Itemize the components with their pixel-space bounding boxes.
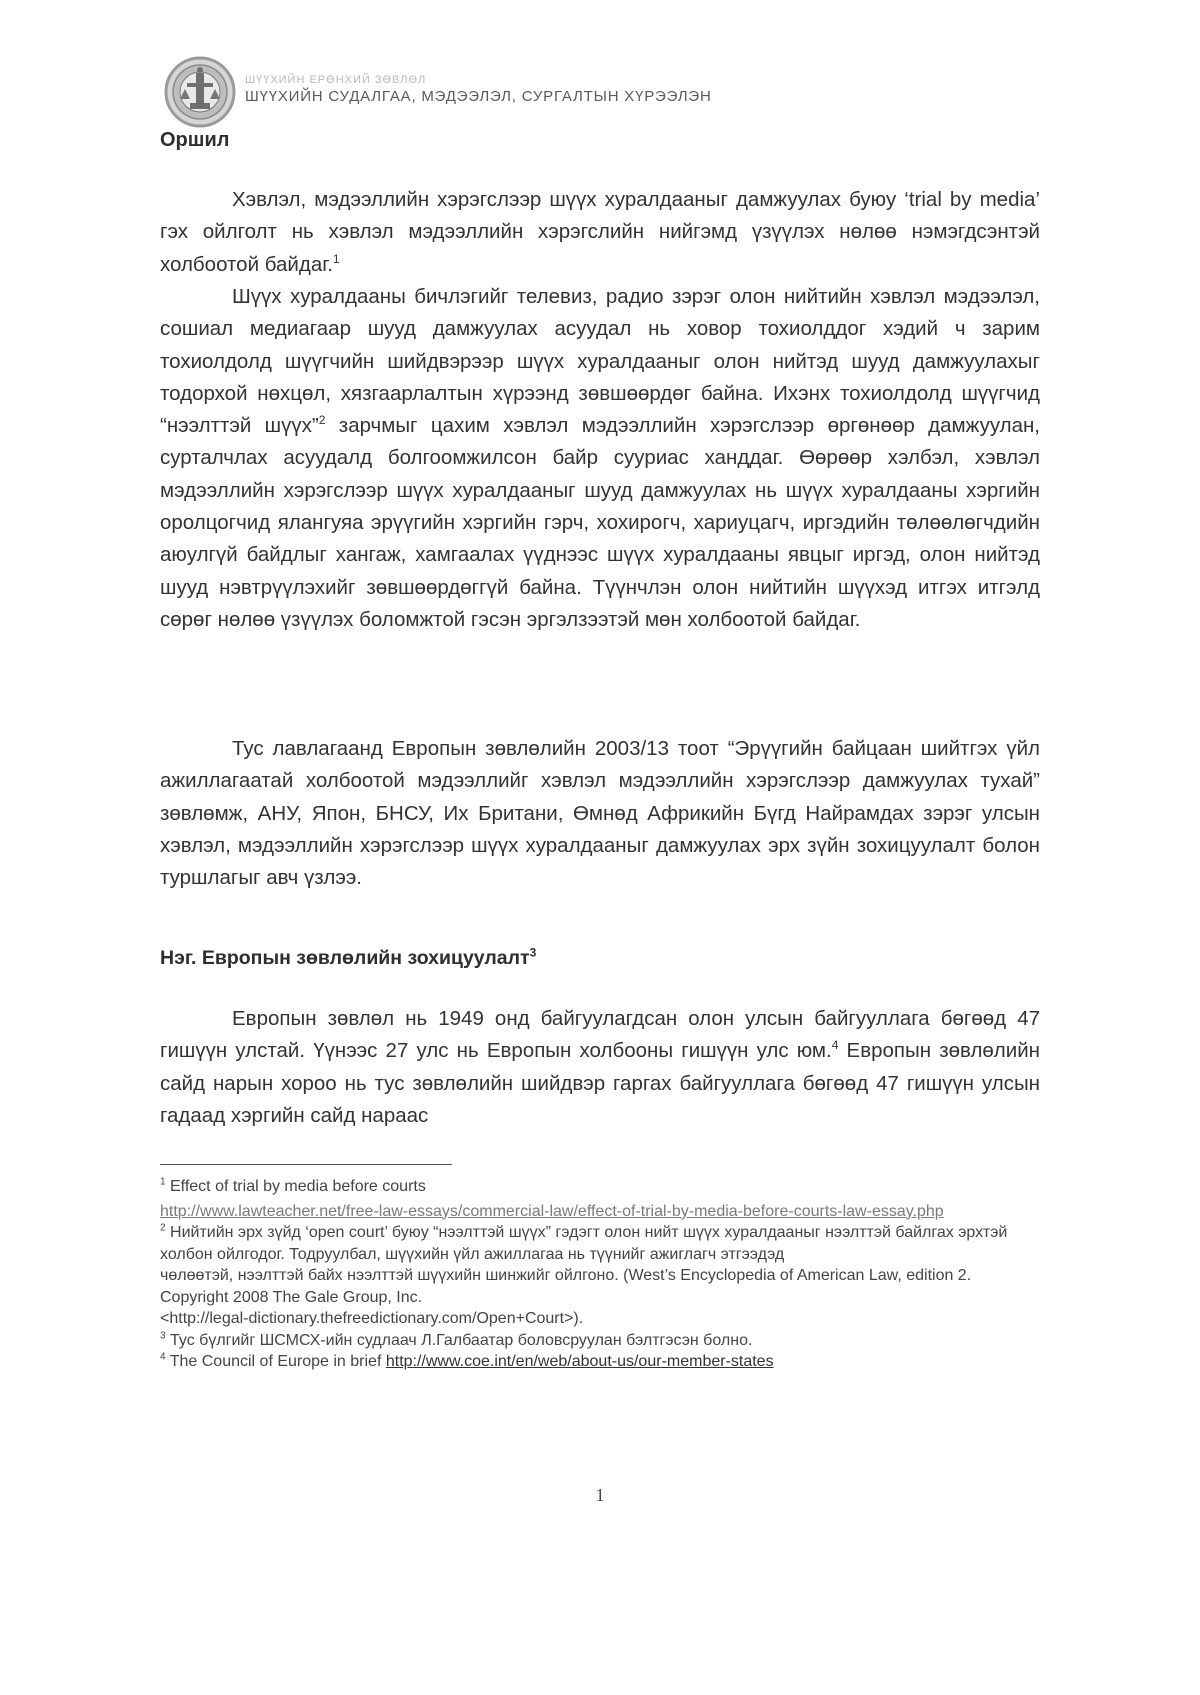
footnote-1-link-line bbox=[160, 1201, 1040, 1223]
section-1-paragraph-1 bbox=[160, 1003, 1040, 1132]
footnote-2-url: <http://legal-dictionary.thefreedictionary.com/Open+Court>). bbox=[160, 1310, 584, 1327]
intro-p1-text: Хэвлэл, мэдээллийн хэрэгслээр шүүх хуралдааныг дамжуулах буюу ‘trial by media’ гэх ойлголт нь хэвлэл мэдээллийн хэрэгслийн нийгэмд үзүүлэх нөлөө нэмэгдсэнтэй холбоотой байдаг. bbox=[160, 188, 1040, 276]
intro-heading: Оршил bbox=[160, 129, 230, 151]
intro-p2-text-a: Шүүх хуралдааны бичлэгийг телевиз, радио зэрэг олон нийтийн хэвлэл мэдээлэл, сошиал медиагаар шууд дамжуулах асуудал нь ховор тохиолддог хэдий ч зарим тохиолдолд шүүгчийн шийдвэрээр шүүх хуралдааныг олон нийтэд шууд дамжуулахыг тодорхой нөхцөл, хязгаарлалтын хүрээнд зөвшөөрдөг байна. Ихэнх тохиолдолд шүүгчид “нээлттэй шүүх” bbox=[160, 285, 1040, 438]
header-text bbox=[245, 74, 712, 105]
footnote-ref-2: 2 bbox=[318, 413, 326, 428]
footnote-1-text: Effect of trial by media before courts bbox=[165, 1178, 426, 1195]
intro-paragraph-2 bbox=[160, 281, 1040, 636]
footnote-ref-3: 3 bbox=[529, 945, 537, 960]
footnote-4 bbox=[160, 1351, 1040, 1373]
footnote-3-mark: 3 bbox=[160, 1330, 166, 1342]
footnote-1 bbox=[160, 1176, 1040, 1198]
footnote-divider bbox=[160, 1164, 452, 1165]
footnote-ref-1: 1 bbox=[332, 251, 340, 266]
footnote-3 bbox=[160, 1330, 1040, 1352]
footnote-1-mark: 1 bbox=[160, 1176, 166, 1188]
footnote-ref-4: 4 bbox=[831, 1038, 839, 1053]
page-number: 1 bbox=[595, 1485, 605, 1505]
footnote-3-text: Тус бүлгийг ШСМСХ-ийн судлаач Л.Галбаатар боловсруулан бэлтгэсэн болно. bbox=[165, 1331, 753, 1349]
footnote-4-text: The Council of Europe in brief bbox=[165, 1353, 386, 1370]
court-emblem-icon bbox=[163, 55, 237, 129]
footnote-1-link[interactable]: http://www.lawteacher.net/free-law-essays/commercial-law/effect-of-trial-by-media-before-courts-law-essay.php bbox=[160, 1202, 944, 1220]
org-name: ШҮҮХИЙН СУДАЛГАА, МЭДЭЭЛЭЛ, СУРГАЛТЫН ХҮРЭЭЛЭН bbox=[245, 88, 712, 105]
document-header bbox=[163, 55, 712, 129]
footnote-4-link[interactable]: http://www.coe.int/en/web/about-us/our-member-states bbox=[385, 1353, 774, 1370]
footnote-4-mark: 4 bbox=[160, 1351, 166, 1363]
section-1-heading bbox=[160, 947, 536, 970]
org-parent-name: ШҮҮХИЙН ЕРӨНХИЙ ЗӨВЛӨЛ bbox=[245, 74, 427, 86]
footnote-2-continued: чөлөөтэй, нээлттэй байх нээлттэй шүүхийн шинжийг ойлгоно. (West’s Encyclopedia of American Law, edition 2. Copyright 2008 The Gale Group, Inc. bbox=[160, 1267, 972, 1306]
intro-paragraph-3: Тус лавлагаанд Европын зөвлөлийн 2003/13 тоот “Эрүүгийн байцаан шийтгэх үйл ажиллагаатай холбоотой мэдээллийг хэвлэл мэдээллийн хэрэгслээр дамжуулах тухай” зөвлөмж, АНУ, Япон, БНСУ, Их Британи, Өмнөд Африкийн Бүгд Найрамдах зэрэг улсын хэвлэл, мэдээллийн хэрэгслээр шүүх хуралдааныг дамжуулах эрх зүйн зохицуулалт болон туршлагыг авч үзлээ. bbox=[160, 737, 1040, 890]
footnotes bbox=[160, 1176, 1040, 1373]
footnote-2-mark: 2 bbox=[160, 1222, 166, 1234]
footnote-2 bbox=[160, 1222, 1040, 1265]
section-1-text-a: Европын зөвлөл нь 1949 онд байгуулагдсан олон улсын байгууллага бөгөөд 47 гишүүн улстай. Үүнээс 27 улс нь Европын холбооны гишүүн улс юм. bbox=[160, 1007, 1040, 1063]
section-1-title: Нэг. Европын зөвлөлийн зохицуулалт bbox=[160, 947, 530, 969]
section-1-text-b: Европын зөвлөлийн сайд нарын хороо нь тус зөвлөлийн шийдвэр гаргах байгууллага бөгөөд 47 гишүүн улсын гадаад хэргийн сайд нараас bbox=[160, 1039, 1040, 1127]
intro-paragraph-1 bbox=[160, 184, 1040, 281]
footnote-2-text: Нийтийн эрх зүйд ‘open court’ буюу “нээлттэй шүүх” гэдэгт олон нийт шүүх хуралдааныг нээлттэй байлгах эрхтэй холбон ойлгодог. Тодруулбал, шүүхийн үйл ажиллагаа нь түүнийг ажиглагч этгээдэд bbox=[160, 1224, 1008, 1263]
intro-p2-text-b: зарчмыг цахим хэвлэл мэдээллийн хэрэгслээр өргөнөөр дамжуулан, сурталчлах асуудалд болгоомжилсон байр сууриас ханддаг. Өөрөөр хэлбэл, хэвлэл мэдээллийн хэрэгслээр шүүх хуралдааныг шууд дамжуулах нь шүүх хуралдааны хэргийн оролцогчид ялангуяа эрүүгийн хэргийн гэрч, хохирогч, хариуцагч, иргэдийн төлөөлөгчдийн аюулгүй байдлыг хангаж, хамгаалах үүднээс шүүх хуралдааны явцыг иргэд, олон нийтэд шууд нэвтрүүлэхийг зөвшөөрдөггүй байна. Түүнчлэн олон нийтийн шүүхэд итгэх итгэлд сөрөг нөлөө үзүүлэх боломжтой гэсэн эргэлзээтэй мөн холбоотой байдаг. bbox=[160, 414, 1040, 631]
